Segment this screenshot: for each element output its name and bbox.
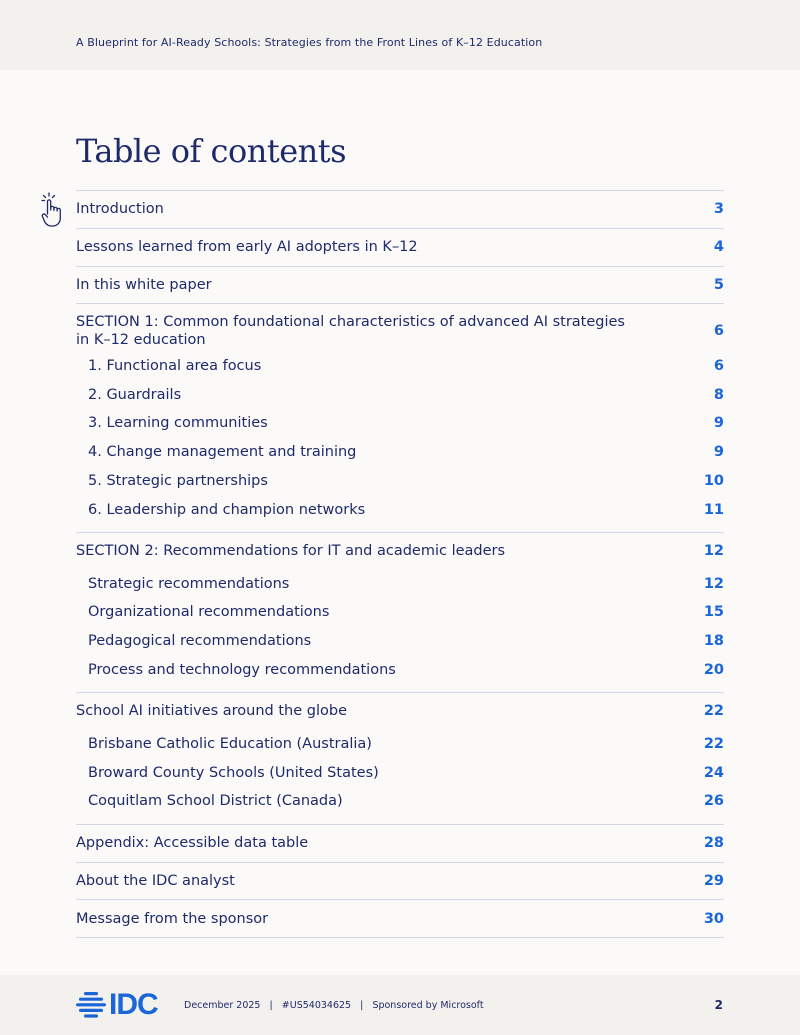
toc-entry-page: 29 <box>703 872 724 889</box>
toc-subentry[interactable] <box>76 438 724 467</box>
running-title: A Blueprint for AI-Ready Schools: Strategies from the Front Lines of K–12 Education <box>76 36 543 49</box>
toc-subentry-label: 1. Functional area focus <box>88 357 262 374</box>
toc-subentry[interactable] <box>76 380 724 409</box>
toc-entry-section-1[interactable] <box>76 304 724 351</box>
toc-entry-label: SECTION 2: Recommendations for IT and academic leaders <box>76 543 506 560</box>
toc-subentry-label: 3. Learning communities <box>88 415 268 432</box>
toc-subentry-page: 24 <box>703 764 724 781</box>
toc-subentry-label: Organizational recommendations <box>88 604 330 621</box>
toc-entry-page: 12 <box>703 543 724 560</box>
toc-subentry[interactable] <box>76 351 724 380</box>
toc-entry-page: 6 <box>713 322 724 339</box>
toc-entry-page: 4 <box>713 239 724 256</box>
toc-entry-section-2[interactable] <box>76 533 724 569</box>
toc-subentry-label: 2. Guardrails <box>88 386 182 403</box>
toc-entry-label: School AI initiatives around the globe <box>76 703 348 720</box>
toc-entry-label-line-2: in K–12 education <box>76 332 206 349</box>
toc-subentry[interactable] <box>76 598 724 627</box>
toc-subentry-label: 5. Strategic partnerships <box>88 472 268 489</box>
toc-subentry-label: Coquitlam School District (Canada) <box>88 793 343 810</box>
toc-entry-page: 3 <box>713 201 724 218</box>
page-number: 2 <box>714 998 723 1012</box>
toc-subentry[interactable] <box>76 729 724 758</box>
spacer <box>76 684 724 692</box>
footer-separator: | <box>360 1000 364 1011</box>
table-of-contents <box>76 190 724 938</box>
idc-logo <box>76 990 158 1020</box>
spacer <box>76 524 724 532</box>
toc-subentry-page: 15 <box>703 604 724 621</box>
toc-entry-initiatives[interactable] <box>76 693 724 729</box>
logo-text: IDC <box>109 988 158 1021</box>
toc-entry-page: 28 <box>703 835 724 852</box>
footer-sponsor: Sponsored by Microsoft <box>372 1000 484 1011</box>
toc-subentry-label: 6. Leadership and champion networks <box>88 501 366 518</box>
toc-entry-label: Introduction <box>76 201 164 218</box>
toc-entry-page: 30 <box>703 910 724 927</box>
toc-subentry-label: Process and technology recommendations <box>88 661 396 678</box>
toc-entry-page: 22 <box>703 703 724 720</box>
toc-entry-label: Lessons learned from early AI adopters in K–12 <box>76 239 418 256</box>
toc-subentry-page: 9 <box>713 444 724 461</box>
toc-entry-label-line-1: SECTION 1: Common foundational characteristics of advanced AI strategies <box>76 314 625 331</box>
toc-subentry[interactable] <box>76 787 724 816</box>
toc-entry-introduction[interactable] <box>76 191 724 228</box>
toc-subentry-page: 6 <box>713 357 724 374</box>
page-title: Table of contents <box>76 132 347 170</box>
footer-doc-id: #US54034625 <box>281 1000 352 1011</box>
idc-globe-logo-icon <box>76 992 106 1018</box>
toc-subentry-label: Broward County Schools (United States) <box>88 764 379 781</box>
toc-subentry-page: 26 <box>703 793 724 810</box>
toc-entry-appendix[interactable] <box>76 825 724 862</box>
footer-date: December 2025 <box>184 1000 261 1011</box>
hand-pointer-icon <box>38 192 66 228</box>
toc-subentry[interactable] <box>76 495 724 524</box>
divider <box>76 937 724 938</box>
toc-subentry[interactable] <box>76 758 724 787</box>
toc-entry-label: About the IDC analyst <box>76 872 235 889</box>
toc-entry-lessons[interactable] <box>76 229 724 266</box>
toc-subentry-page: 8 <box>713 386 724 403</box>
spacer <box>76 816 724 824</box>
toc-subentry-label: 4. Change management and training <box>88 444 357 461</box>
toc-subentry-page: 9 <box>713 415 724 432</box>
toc-entry-white-paper[interactable] <box>76 267 724 304</box>
toc-subentry-page: 11 <box>703 501 724 518</box>
toc-entry-page: 5 <box>713 276 724 293</box>
toc-subentry-page: 10 <box>703 472 724 489</box>
footer-meta <box>184 1000 484 1011</box>
toc-subentry-page: 12 <box>703 575 724 592</box>
toc-subentry-label: Pedagogical recommendations <box>88 633 312 650</box>
footer-separator: | <box>269 1000 273 1011</box>
toc-subentry-page: 22 <box>703 735 724 752</box>
toc-subentry[interactable] <box>76 467 724 496</box>
toc-subentry[interactable] <box>76 569 724 598</box>
toc-subentry-page: 18 <box>703 633 724 650</box>
toc-subentry[interactable] <box>76 409 724 438</box>
toc-entry-label: Appendix: Accessible data table <box>76 835 309 852</box>
toc-entry-label: In this white paper <box>76 276 212 293</box>
toc-subentry-page: 20 <box>703 661 724 678</box>
toc-entry-label <box>76 313 625 349</box>
toc-subentry[interactable] <box>76 656 724 685</box>
toc-entry-sponsor[interactable] <box>76 900 724 937</box>
toc-subentry[interactable] <box>76 627 724 656</box>
toc-subentry-label: Brisbane Catholic Education (Australia) <box>88 735 372 752</box>
toc-entry-analyst[interactable] <box>76 863 724 900</box>
toc-entry-label: Message from the sponsor <box>76 910 269 927</box>
toc-subentry-label: Strategic recommendations <box>88 575 290 592</box>
header-bar <box>0 0 800 70</box>
